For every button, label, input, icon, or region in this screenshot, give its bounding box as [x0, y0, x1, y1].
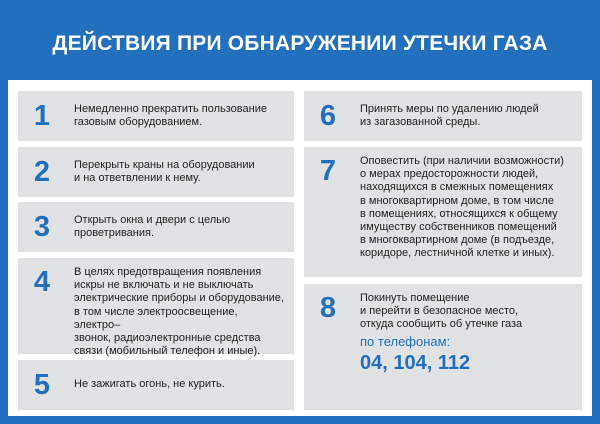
step-number: 5 [33, 369, 51, 401]
step-card-8 [304, 284, 582, 410]
step-text: Покинуть помещение и перейти в безопасное место, откуда сообщить об утечке газа [360, 292, 523, 331]
step-card-6 [304, 91, 582, 141]
step-number: 4 [33, 266, 51, 298]
step-text: Оповестить (при наличии возможности) о мерах предосторожности людей, находящихся в смежных помещениях в многоквартирном доме, в том числе в помещениях, относящихся к общему имуществу собственников помещений в многоквартирном доме (в подъезде, коридоре, лестничной клетке и иных). [360, 155, 564, 260]
step-card-2 [18, 147, 294, 197]
step-number: 2 [33, 156, 51, 188]
step-text: В целях предотвращения появления искры не включать и не выключать электрические приборы и оборудование, в том числе электроосвещение, электро– звонок, радиоэлектронные средства связи (мобильный телефон и иные). [74, 266, 284, 358]
step-number: 6 [319, 100, 337, 132]
step-card-7 [304, 147, 582, 277]
step-number: 3 [33, 211, 51, 243]
step-card-5 [18, 360, 294, 410]
step-text: Немедленно прекратить пользование газовым оборудованием. [74, 103, 267, 129]
page-title: ДЕЙСТВИЯ ПРИ ОБНАРУЖЕНИИ УТЕЧКИ ГАЗА [52, 32, 548, 55]
step-number: 1 [33, 100, 51, 132]
step-text: Принять меры по удалению людей из загазованной среды. [360, 103, 539, 129]
step-text: Открыть окна и двери с целью проветривания. [74, 214, 231, 240]
step-text: Перекрыть краны на оборудовании и на ответвлении к нему. [74, 159, 255, 185]
header-banner [8, 8, 592, 80]
step-text: Не зажигать огонь, не курить. [74, 378, 225, 390]
step-card-3 [18, 202, 294, 252]
step-card-4 [18, 258, 294, 358]
step-card-1 [18, 91, 294, 141]
step-number: 8 [319, 292, 337, 324]
step-number: 7 [319, 155, 337, 187]
phone-label: по телефонам: [360, 334, 451, 349]
emergency-phone-numbers: 04, 104, 112 [360, 352, 471, 374]
